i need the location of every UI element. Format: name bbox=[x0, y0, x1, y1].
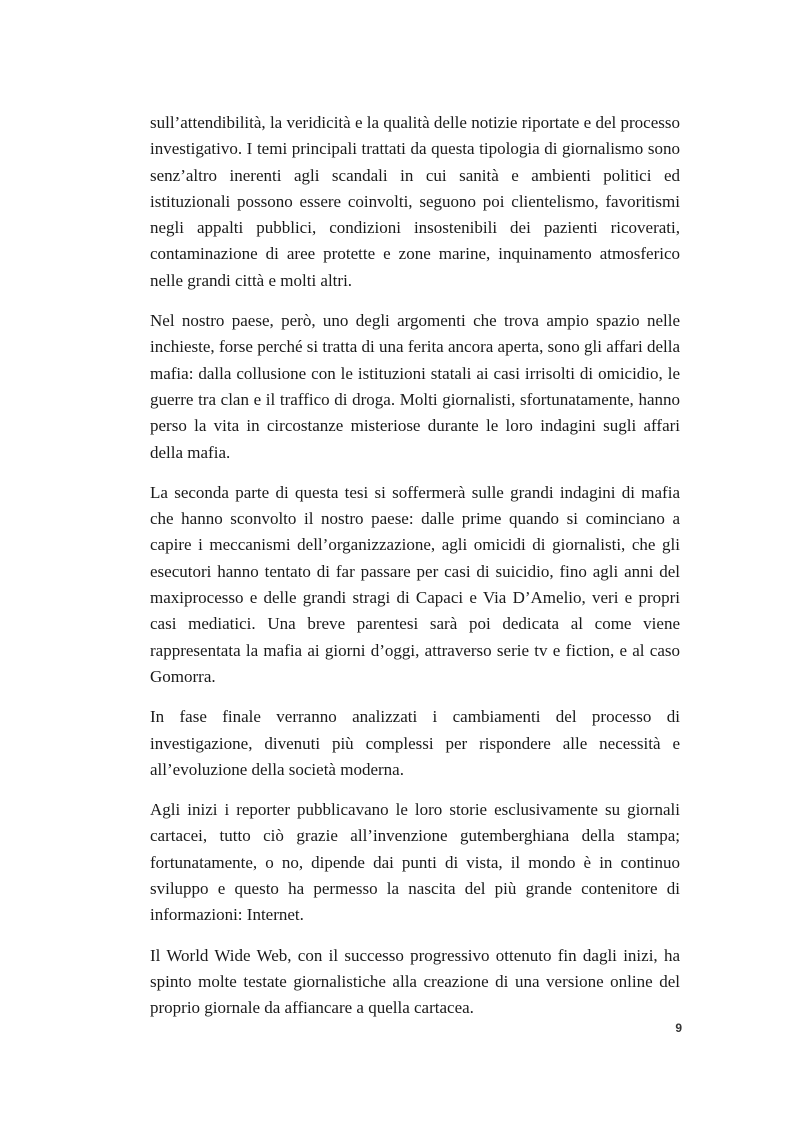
page-body bbox=[150, 110, 680, 1036]
page-number: 9 bbox=[675, 1021, 682, 1035]
paragraph-2: Nel nostro paese, però, uno degli argomenti che trova ampio spazio nelle inchieste, forse perché si tratta di una ferita ancora aperta, sono gli affari della mafia: dalla collusione con le istituzioni statali ai casi irrisolti di omicidio, le guerre tra clan e il traffico di droga. Molti giornalisti, sfortunatamente, hanno perso la vita in circostanze misteriose durante le loro indagini sugli affari della mafia. bbox=[150, 311, 680, 462]
paragraph-6: Il World Wide Web, con il successo progressivo ottenuto fin dagli inizi, ha spinto molte testate giornalistiche alla creazione di una versione online del proprio giornale da affiancare a quella cartacea. bbox=[150, 945, 680, 1018]
paragraph-5: Agli inizi i reporter pubblicavano le loro storie esclusivamente su giornali cartacei, tutto ciò grazie all’invenzione gutemberghiana della stampa; fortunatamente, o no, dipende dai punti di vista, il mondo è in continuo sviluppo e questo ha permesso la nascita del più grande contenitore di informazioni: Internet. bbox=[150, 800, 680, 925]
paragraph-4: In fase finale verranno analizzati i cambiamenti del processo di investigazione, divenuti più complessi per rispondere alle necessità e all’evoluzione della società moderna. bbox=[150, 707, 680, 779]
paragraph-3: La seconda parte di questa tesi si soffermerà sulle grandi indagini di mafia che hanno sconvolto il nostro paese: dalle prime quando si cominciano a capire i meccanismi dell’organizzazione, agli omicidi di giornalisti, che gli esecutori hanno tentato di far passare per casi di suicidio, fino agli anni del maxiprocesso e delle grandi stragi di Capaci e Via D’Amelio, veri e propri casi mediatici. Una breve parentesi sarà poi dedicata al come viene rappresentata la mafia ai giorni d’oggi, attraverso serie tv e fiction, e al caso Gomorra. bbox=[150, 482, 680, 686]
paragraph-1: sull’attendibilità, la veridicità e la qualità delle notizie riportate e del processo investigativo. I temi principali trattati da questa tipologia di giornalismo sono senz’altro inerenti agli scandali in cui sanità e ambienti politici ed istituzionali possono essere coinvolti, seguono poi clientelismo, favoritismi negli appalti pubblici, condizioni insostenibili dei pazienti ricoverati, contaminazione di aree protette e zone marine, inquinamento atmosferico nelle grandi città e molti altri. bbox=[150, 113, 680, 290]
